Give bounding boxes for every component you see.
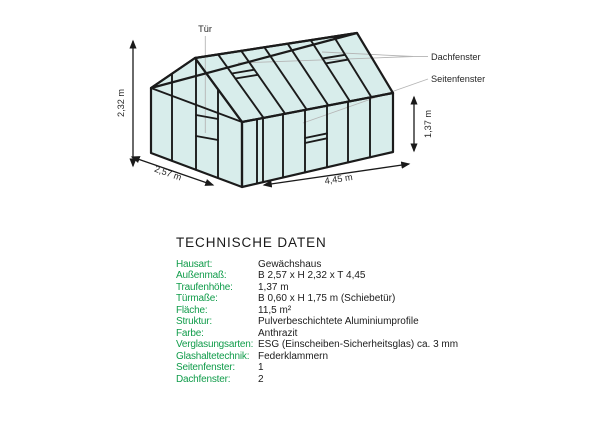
spec-value: B 0,60 x H 1,75 m (Schiebetür) (258, 293, 396, 305)
spec-label: Hausart: (176, 259, 213, 270)
spec-row (176, 328, 576, 339)
width-dimension-label: 2,57 m (153, 163, 183, 183)
technical-data-heading: TECHNISCHE DATEN (176, 235, 327, 250)
spec-label: Glashaltetechnik: (176, 350, 250, 362)
spec-label: Farbe: (176, 327, 204, 339)
spec-value: 1 (258, 362, 264, 374)
spec-row (176, 374, 576, 385)
height-dimension-label: 2,32 m (116, 88, 126, 118)
spec-row (176, 293, 576, 304)
spec-label: Seitenfenster: (176, 362, 235, 374)
spec-value: Gewächshaus (258, 259, 322, 270)
side-window-label: Seitenfenster (431, 74, 486, 84)
spec-value: Pulverbeschichtete Aluminiumprofile (258, 316, 419, 328)
door-label: Tür (198, 24, 212, 34)
roof-window-label: Dachfenster (431, 52, 481, 62)
spec-row (176, 305, 576, 316)
spec-label: Struktur: (176, 316, 212, 328)
spec-row (176, 282, 576, 293)
spec-value: 2 (258, 373, 264, 385)
spec-label: Traufenhöhe: (176, 281, 233, 293)
eave-height-dimension-label: 1,37 m (423, 109, 433, 139)
spec-value: B 2,57 x H 2,32 x T 4,45 (258, 270, 366, 282)
spec-value: 11,5 m² (258, 304, 292, 316)
spec-label: Dachfenster: (176, 373, 231, 385)
spec-row (176, 316, 576, 327)
spec-row (176, 362, 576, 373)
spec-table (176, 259, 576, 385)
length-dimension-label: 4,45 m (323, 172, 354, 187)
spec-value: Federklammern (258, 350, 329, 362)
spec-label: Verglasungsarten: (176, 339, 254, 351)
spec-value: ESG (Einscheiben-Sicherheitsglas) ca. 3 mm (258, 339, 459, 351)
spec-row (176, 259, 576, 270)
spec-value: 1,37 m (258, 281, 289, 293)
spec-value: Anthrazit (258, 327, 298, 339)
spec-row (176, 351, 576, 362)
technical-data-section (176, 236, 576, 385)
spec-row (176, 270, 576, 281)
spec-row (176, 339, 576, 350)
spec-label: Türmaße: (176, 293, 218, 305)
spec-label: Außenmaß: (176, 270, 227, 282)
spec-label: Fläche: (176, 304, 208, 316)
